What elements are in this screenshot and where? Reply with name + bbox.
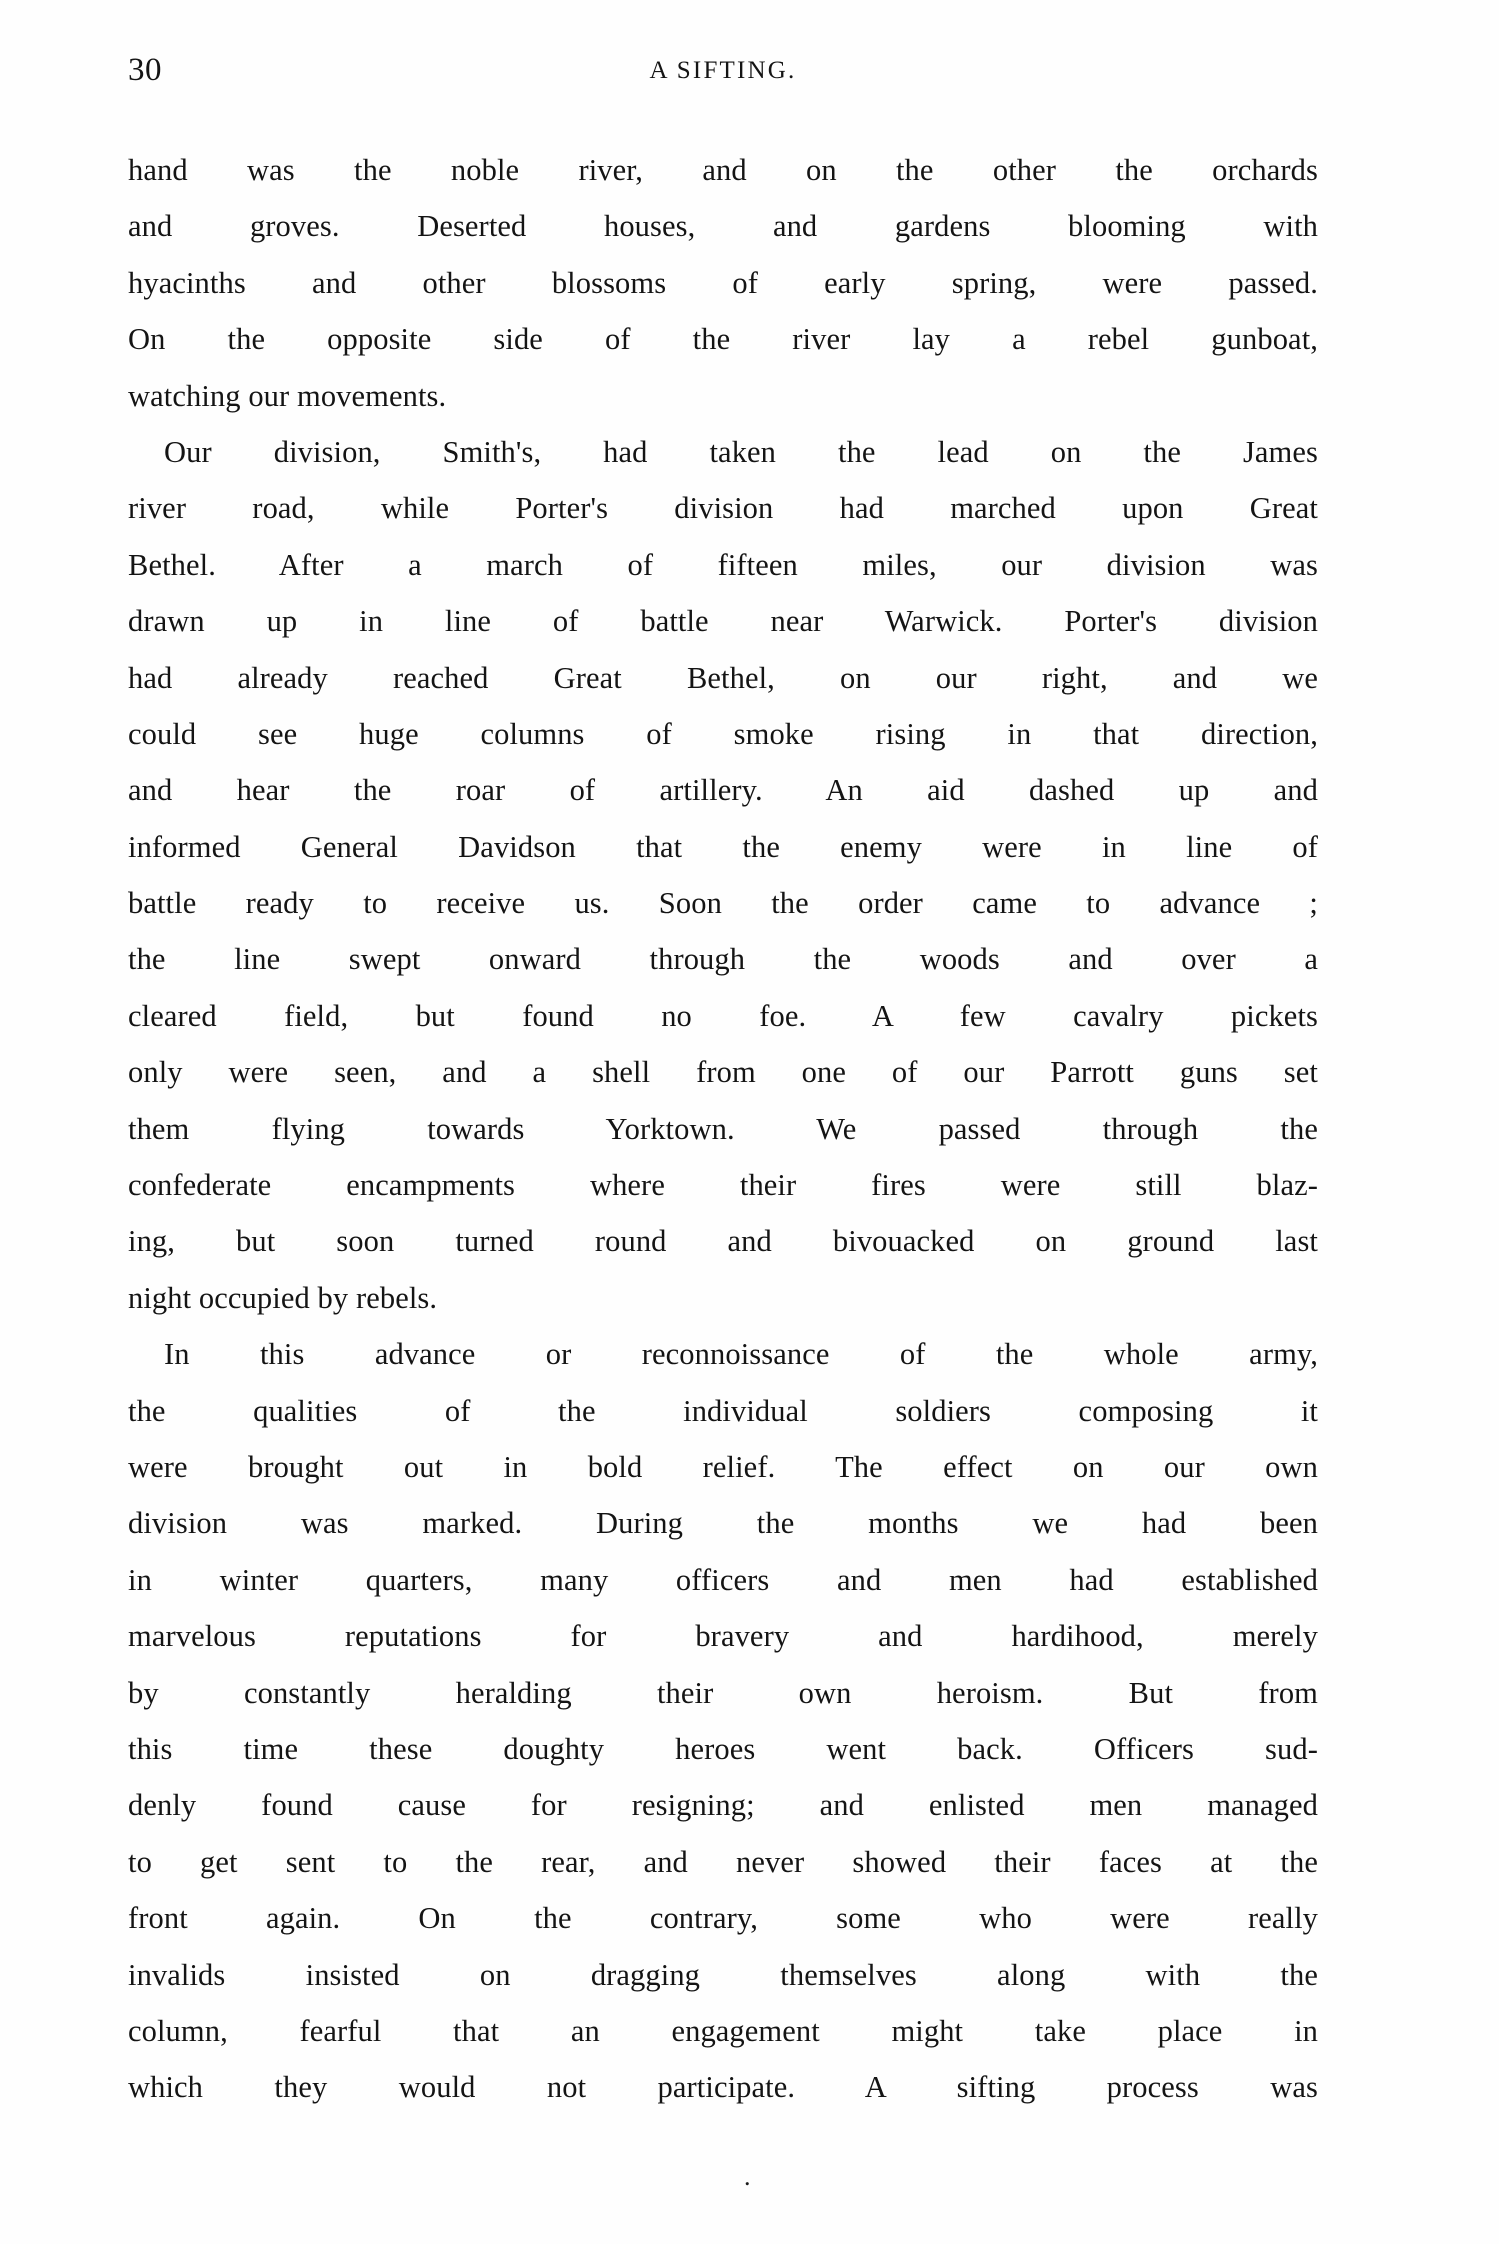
text-line: only were seen, and a shell from one of our Parrott guns set — [128, 1055, 1318, 1090]
text-line: confederate encampments where their fires were still blaz- — [128, 1168, 1318, 1203]
text-line: the qualities of the individual soldiers composing it — [128, 1393, 1318, 1428]
text-line: battle ready to receive us. Soon the order came to advance ; — [128, 886, 1318, 921]
text-line: hand was the noble river, and on the other the orchards — [128, 153, 1318, 187]
page-header — [128, 50, 1318, 90]
text-line: this time these doughty heroes went back. Officers sud- — [128, 1731, 1318, 1766]
text-line: informed General Davidson that the enemy were in line of — [128, 829, 1318, 864]
text-line: by constantly heralding their own heroism. But from — [128, 1675, 1318, 1710]
text-line: ing, but soon turned round and bivouacked on ground last — [128, 1224, 1318, 1259]
text-line: watching our movements. — [128, 378, 447, 413]
text-line: In this advance or reconnoissance of the whole army, — [164, 1337, 1318, 1372]
footer-mark: . — [744, 2162, 751, 2191]
body-text — [128, 142, 1318, 2116]
text-line: had already reached Great Bethel, on our right, and we — [128, 660, 1318, 695]
text-line: Our division, Smith's, had taken the lead on the James — [164, 434, 1318, 469]
running-head: A SIFTING. — [649, 57, 797, 84]
text-line: Bethel. After a march of fifteen miles, our division was — [128, 547, 1318, 582]
text-line: front again. On the contrary, some who were really — [128, 1901, 1318, 1936]
text-line: invalids insisted on dragging themselves along with the — [128, 1957, 1318, 1992]
text-line: to get sent to the rear, and never showed their faces at the — [128, 1844, 1318, 1879]
text-line: division was marked. During the months we had been — [128, 1506, 1318, 1541]
text-line: column, fearful that an engagement might take place in — [128, 2013, 1318, 2048]
text-line: were brought out in bold relief. The effect on our own — [128, 1449, 1318, 1484]
text-line: marvelous reputations for bravery and hardihood, merely — [128, 1619, 1318, 1654]
text-line: cleared field, but found no foe. A few cavalry pickets — [128, 998, 1318, 1033]
text-line: which they would not participate. A sifting process was — [128, 2070, 1318, 2105]
text-line: and hear the roar of artillery. An aid dashed up and — [128, 773, 1318, 808]
text-line: drawn up in line of battle near Warwick. Porter's division — [128, 604, 1318, 639]
text-line: in winter quarters, many officers and men had established — [128, 1562, 1318, 1597]
text-line: night occupied by rebels. — [128, 1280, 438, 1315]
text-line: them flying towards Yorktown. We passed through the — [128, 1111, 1318, 1146]
text-line: the line swept onward through the woods and over a — [128, 942, 1318, 977]
text-line: river road, while Porter's division had marched upon Great — [128, 491, 1318, 526]
text-line: and groves. Deserted houses, and gardens blooming with — [128, 209, 1318, 244]
text-line: hyacinths and other blossoms of early spring, were passed. — [128, 265, 1318, 300]
text-line: denly found cause for resigning; and enlisted men managed — [128, 1788, 1318, 1823]
text-line: On the opposite side of the river lay a rebel gunboat, — [128, 322, 1318, 357]
text-line: could see huge columns of smoke rising in that direction, — [128, 716, 1318, 751]
page-number: 30 — [128, 52, 162, 88]
